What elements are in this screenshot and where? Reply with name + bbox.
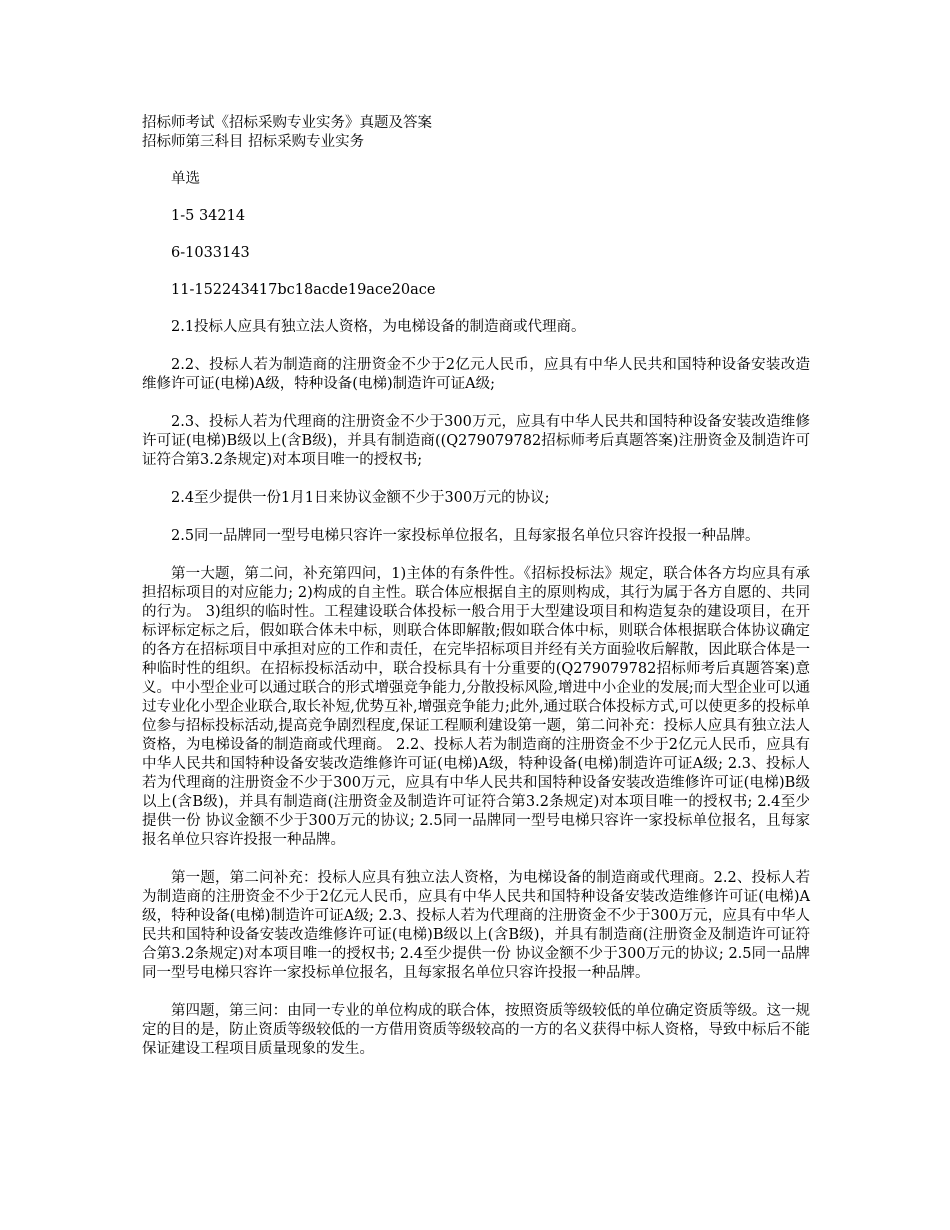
document-title: 招标师考试《招标采购专业实务》真题及答案 (142, 115, 432, 131)
paragraph-2-3: 2.3、投标人若为代理商的注册资金不少于300万元，应具有中华人民共和国特种设备安装改造维修许可证(电梯)B级以上(含B级)，并具有制造商((Q279079782招标师考后真题答案)注册资金及制造许可证符合第3.2条规定)对本项目唯一的授权书; (142, 414, 810, 468)
section-heading-single-choice: 单选 (171, 171, 200, 187)
paragraph-consortium: 第一大题，第二问，补充第四问，1)主体的有条件性。《招标投标法》规定，联合体各方均应具有承担招标项目的对应能力; 2)构成的自主性。联合体应根据自主的原则构成，其行为属于各方自愿的、共同的行为。 3)组织的临时性。工程建设联合体投标一般合用于大型建设项目和构造复杂的建设项目，在开标评标定标之后，假如联合体未中标，则联合体即解散;假如联合体中标，则联合体根据联合体协议确定的各方在招标项目中承担对应的工作和责任，在完毕招标项目并经有关方面验收后解散，因此联合体是一种临时性的组织。在招标投标活动中，联合投标具有十分重要的(Q279079782招标师考后真题答案)意义。中小型企业可以通过联合的形式增强竞争能力,分散投标风险,增进中小企业的发展;而大型企业可以通过专业化小型企业联合,取长补短,优势互补,增强竞争能力;此外,通过联合体投标方式,可以使更多的投标单位参与招标投标活动,提高竞争剧烈程度,保证工程顺利建设第一题，第二问补充：投标人应具有独立法人资格，为电梯设备的制造商或代理商。 2.2、投标人若为制造商的注册资金不少于2亿元人民币，应具有中华人民共和国特种设备安装改造维修许可证(电梯)A级，特种设备(电梯)制造许可证A级; 2.3、投标人若为代理商的注册资金不少于300万元，应具有中华人民共和国特种设备安装改造维修许可证(电梯)B级以上(含B级)，并具有制造商(注册资金及制造许可证符合第3.2条规定)对本项目唯一的授权书; 2.4至少提供一份 协议金额不少于300万元的协议; 2.5同一品牌同一型号电梯只容许一家投标单位报名，且每家报名单位只容许投报一种品牌。 (142, 566, 810, 848)
paragraph-2-1: 2.1投标人应具有独立法人资格，为电梯设备的制造商或代理商。 (171, 319, 586, 335)
document-page (142, 114, 810, 1059)
answer-line-1: 1-5 34214 (171, 208, 246, 224)
paragraph-2-2: 2.2、投标人若为制造商的注册资金不少于2亿元人民币，应具有中华人民共和国特种设备安装改造维修许可证(电梯)A级，特种设备(电梯)制造许可证A级; (142, 357, 810, 392)
paragraph-2-4: 2.4至少提供一份1月1日来协议金额不少于300万元的协议; (171, 490, 550, 506)
document-subtitle: 招标师第三科目 招标采购专业实务 (142, 134, 365, 150)
paragraph-2-5: 2.5同一品牌同一型号电梯只容许一家投标单位报名，且每家报名单位只容许投报一种品牌。 (171, 528, 760, 544)
answer-line-2: 6-1033143 (171, 245, 250, 261)
paragraph-fourth-question: 第四题，第三问：由同一专业的单位构成的联合体，按照资质等级较低的单位确定资质等级。这一规定的目的是，防止资质等级较低的一方借用资质等级较高的一方的名义获得中标人资格，导致中标后不能保证建设工程项目质量现象的发生。 (142, 1003, 810, 1057)
answer-line-3: 11-152243417bc18acde19ace20ace (171, 282, 436, 298)
paragraph-first-question: 第一题，第二问补充：投标人应具有独立法人资格，为电梯设备的制造商或代理商。2.2、投标人若为制造商的注册资金不少于2亿元人民币，应具有中华人民共和国特种设备安装改造维修许可证(电梯)A级，特种设备(电梯)制造许可证A级; 2.3、投标人若为代理商的注册资金不少于300万元，应具有中华人民共和国特种设备安装改造维修许可证(电梯)B级以上(含B级)，并具有制造商(注册资金及制造许可证符合第3.2条规定)对本项目唯一的授权书; 2.4至少提供一份 协议金额不少于300万元的协议; 2.5同一品牌同一型号电梯只容许一家投标单位报名，且每家报名单位只容许投报一种品牌。 (142, 870, 810, 981)
